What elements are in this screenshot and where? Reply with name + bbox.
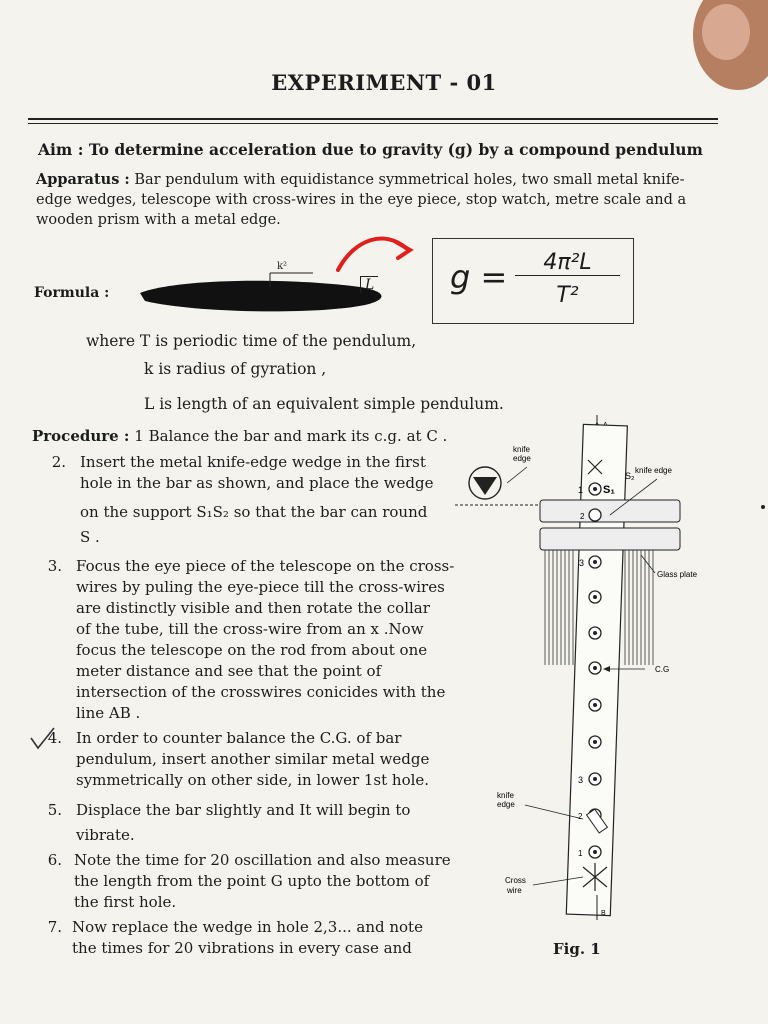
procedure-3-line-2: wires by puling the eye-piece till the cross-wires [76, 578, 445, 596]
procedure-4-line-2: pendulum, insert another similar metal wedge [76, 750, 430, 768]
hole-num-3-top: 3 [579, 558, 585, 568]
glass-plate-lines-right [625, 550, 653, 665]
support-top [540, 500, 680, 522]
apparatus-line-2: edge wedges, telescope with cross-wires in the eye piece, stop watch, metre scale and a [36, 192, 687, 208]
formula-label: Formula : [34, 285, 110, 301]
procedure-2-line-3: on the support S₁S₂ so that the bar can round [80, 503, 428, 521]
procedure-num-6: 6. [47, 851, 62, 869]
cross-wire-label-2: wire [507, 886, 522, 895]
knife-edge-right-label: knife edge [635, 466, 672, 475]
hand-g: g = [450, 258, 508, 296]
where-line-1: where T is periodic time of the pendulum, [86, 332, 417, 350]
pointer-knife-top [507, 467, 527, 483]
procedure-3-line-5: focus the telescope on the rod from about one [76, 641, 428, 659]
procedure-2-line-2: hole in the bar as shown, and place the wedge [80, 474, 434, 492]
cg-label: C.G [655, 665, 670, 674]
aim-line [38, 140, 703, 159]
aim-label: Aim : [38, 140, 84, 159]
hole-num-1-bottom: 1 [578, 849, 583, 858]
procedure-7-line-2: the times for 20 vibrations in every case and [72, 939, 412, 957]
procedure-3-line-8: line AB . [76, 704, 141, 722]
label-b: B [601, 910, 606, 917]
procedure-num-7: 7. [47, 918, 62, 936]
top-rule [28, 118, 718, 120]
glass-plate-label: Glass plate [657, 570, 698, 579]
procedure-num-5: 5. [47, 801, 62, 819]
top-rule-thin [28, 123, 718, 124]
procedure-4-line-3: symmetrically on other side, in lower 1st hole. [76, 771, 430, 789]
finger-photo [668, 0, 768, 90]
hole-num-1-top: 1 [578, 485, 584, 495]
formula-fragment-L: L [360, 276, 378, 293]
hole-num-2-bottom: 2 [578, 812, 583, 821]
figure-caption: Fig. 1 [553, 940, 601, 958]
pendulum-figure [445, 415, 765, 975]
apparatus-label: Apparatus : [36, 171, 130, 188]
procedure-6-line-3: the first hole. [74, 893, 177, 911]
knife-edge-bottom-label-2: edge [497, 800, 515, 809]
wedge-icon [473, 477, 497, 495]
procedure-label: Procedure : [32, 427, 130, 445]
procedure-3-line-4: of the tube, till the cross-wire from an x .Now [76, 620, 424, 638]
red-arrow-icon [330, 228, 420, 278]
procedure-6-line-2: the length from the point G upto the bottom of [74, 872, 430, 890]
procedure-5-line-1: Displace the bar slightly and It will begin to [76, 801, 411, 819]
procedure-4-line-1: In order to counter balance the C.G. of bar [76, 729, 402, 747]
hand-denominator: T² [556, 283, 579, 308]
procedure-text-1: Balance the bar and mark its c.g. at C . [148, 427, 448, 445]
stray-dot [761, 505, 765, 509]
formula-fragment-k2: k² [277, 261, 288, 272]
label-s2: S₂ [625, 471, 635, 481]
procedure-3-line-3: are distinctly visible and then rotate the collar [76, 599, 430, 617]
where-line-2: k is radius of gyration , [144, 360, 327, 378]
hole-num-2-top: 2 [580, 512, 585, 521]
hand-numerator: 4π²L [515, 250, 620, 276]
procedure-2-line-4: S . [80, 528, 100, 546]
apparatus-line-3: wooden prism with a metal edge. [36, 212, 281, 228]
apparatus-line-1: Bar pendulum with equidistance symmetrical holes, two small metal knife- [134, 172, 685, 188]
procedure-3-line-6: meter distance and see that the point of [76, 662, 382, 680]
support-middle [540, 528, 680, 550]
apparatus-block [36, 170, 721, 230]
aim-text: To determine acceleration due to gravity (g) by a compound pendulum [88, 140, 703, 159]
procedure-3-line-7: intersection of the crosswires conicides with the [76, 683, 446, 701]
procedure-num-4: 4. [47, 729, 62, 747]
procedure-item-1 [32, 426, 447, 447]
procedure-3-line-1: Focus the eye piece of the telescope on the cross- [76, 557, 455, 575]
glass-plate-lines-left [545, 550, 573, 665]
procedure-num-1: 1 [134, 427, 144, 445]
page-title: EXPERIMENT - 01 [271, 70, 497, 95]
redacted-formula-scribble [135, 261, 395, 315]
procedure-2-line-1: Insert the metal knife-edge wedge in the first [80, 453, 426, 471]
label-s1: S₁ [603, 484, 615, 496]
procedure-6-line-1: Note the time for 20 oscillation and also measure [74, 851, 451, 869]
knife-edge-top-label-2: edge [513, 454, 531, 463]
procedure-num-2: 2. [51, 453, 66, 471]
procedure-num-3: 3. [47, 557, 62, 575]
cross-wire-label-1: Cross [505, 876, 526, 885]
knife-edge-top-label-1: knife [513, 445, 530, 454]
procedure-5-line-2: vibrate. [76, 826, 135, 844]
hole-num-3-bottom: 3 [578, 775, 584, 785]
procedure-7-line-1: Now replace the wedge in hole 2,3... and note [72, 918, 423, 936]
where-line-3: L is length of an equivalent simple pendulum. [144, 395, 504, 413]
knife-edge-bottom-label-1: knife [497, 791, 514, 800]
